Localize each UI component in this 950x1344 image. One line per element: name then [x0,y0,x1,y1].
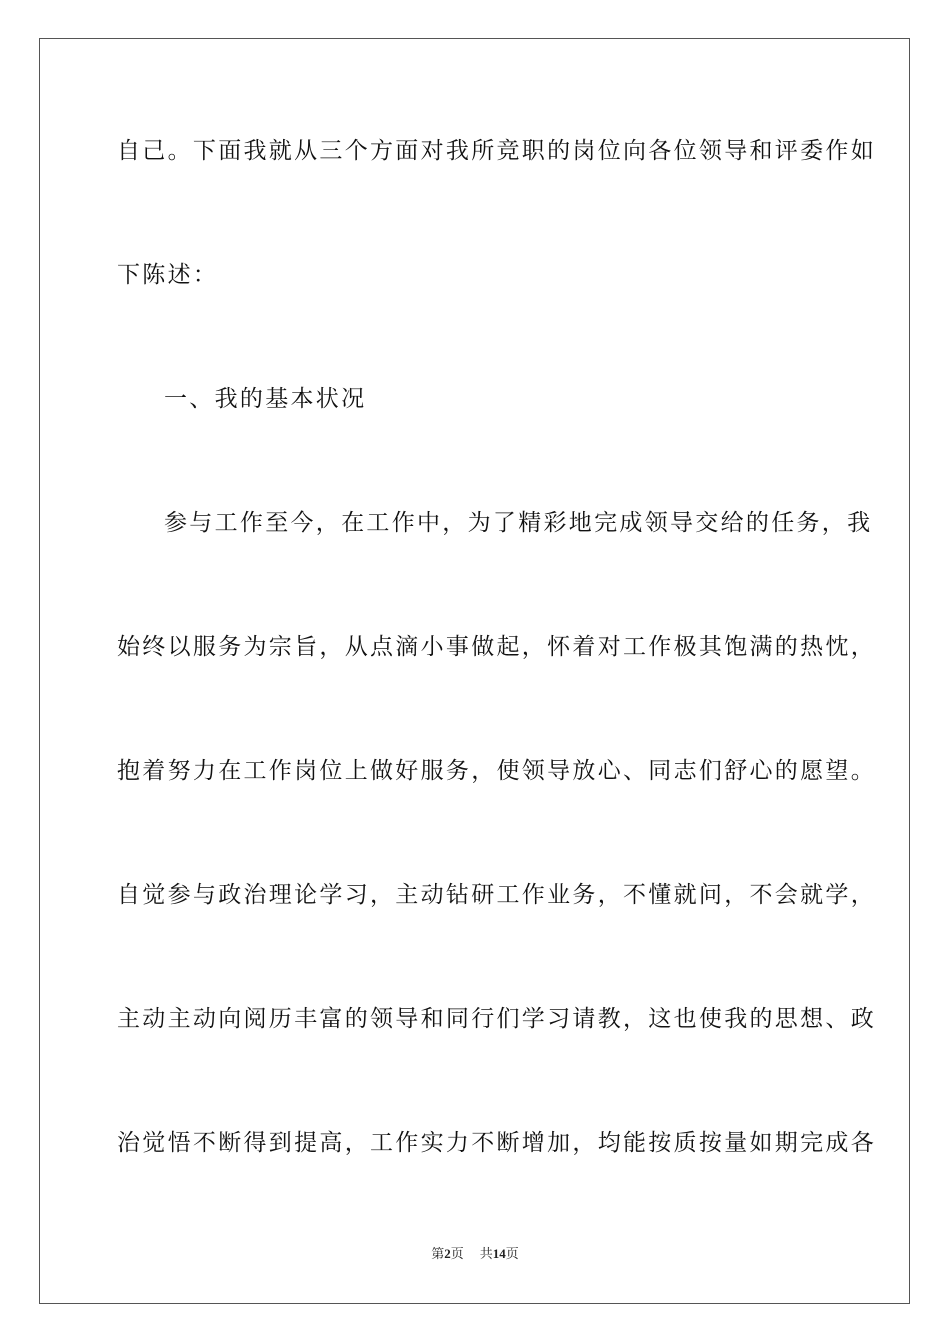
section-heading: 一、我的基本状况 [164,386,367,412]
total-pages: 14 [492,1246,506,1261]
total-suffix: 页 [505,1246,519,1261]
page-suffix: 页 [450,1246,464,1261]
page-border [39,38,910,1304]
body-line-4: 参与工作至今，在工作中，为了精彩地完成领导交给的任务，我 [164,510,873,536]
body-line-2: 下陈述： [117,262,219,288]
body-line-9: 治觉悟不断得到提高，工作实力不断增加，均能按质按量如期完成各 [117,1130,876,1156]
page-footer [0,1245,950,1263]
body-line-7: 自觉参与政治理论学习，主动钻研工作业务，不懂就问，不会就学， [117,882,876,908]
body-line-8: 主动主动向阅历丰富的领导和同行们学习请教，这也使我的思想、政 [117,1006,876,1032]
total-prefix: 共 [479,1246,493,1261]
body-line-1: 自己。下面我就从三个方面对我所竞职的岗位向各位领导和评委作如 [117,138,876,164]
page-prefix: 第 [431,1246,445,1261]
page-number: 2 [444,1246,451,1261]
body-line-5: 始终以服务为宗旨，从点滴小事做起，怀着对工作极其饱满的热忱， [117,634,876,660]
body-line-6: 抱着努力在工作岗位上做好服务，使领导放心、同志们舒心的愿望。 [117,758,876,784]
